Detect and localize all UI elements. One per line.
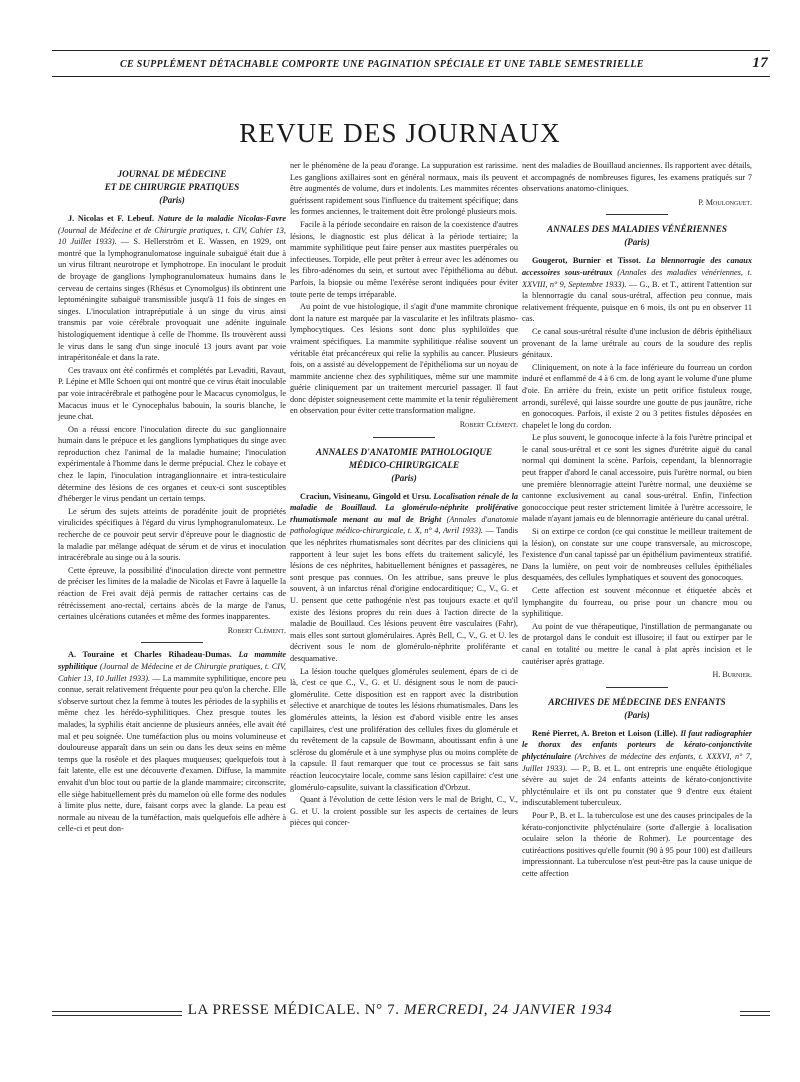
page-footer: [0, 1000, 800, 1017]
article-head: [522, 255, 752, 325]
paragraph: La lésion touche quelques glomérules seulement, épars de ci de là, c'est ce que C., V., G. et U. désignent sous le nom de pauci-glomérulite. Cette disposition est en rapport avec la distribution sélective et anarchique de toutes les lésions rhumatismales. Dans les glomérules atteints, la lésion est d'abord visible entre les anses capillaires, c'est une prolifération des cellules fixes du glomérule et du revêtement de la capsule de Bowmann, aboutissant enfin à une sclérose du glomérule et à une symphyse plus ou moins complète de la capsule. Il faut remarquer que tout ce processus se fait sans réaction leucocytaire locale, comme sans lésion capillaire: c'est une glomérulo-capsulite, suivant la classification d'Orbzut.: [290, 666, 518, 792]
section-location: (Paris): [624, 709, 650, 720]
paragraph: Facile à la période secondaire en raison de la coexistence d'autres lésions, le diagnostic est plus délicat à la période tertiaire; la mammite syphilitique peut faire penser aux mastites puerpérales ou infectieuses. Torpide, elle peut prêter à erreur avec les adénomes ou les fibro-adénomes du sein, et surtout avec l'épithélioma au début. Parfois, la biopsie ou même l'exérèse seront indiquées pour éviter toute perte de temps irréparable.: [290, 219, 518, 299]
section-heading: [522, 223, 752, 249]
section-title-line: ANNALES D'ANATOMIE PATHOLOGIQUE: [315, 446, 493, 457]
article-source: (Annales des maladies vénériennes, t. XXVIII, n° 9, Septembre 1933).: [522, 267, 753, 289]
header-rule-bottom: [52, 76, 770, 77]
section-location: (Paris): [624, 237, 650, 248]
article-text: — G., B. et T., attirent l'attention sur la blennorragie du canal sous-urétral, affection peu connue, mais relativement fréquente, puisque en 6 mois, ils ont pu en observer 11 cas.: [522, 279, 752, 324]
section-title-line: ET DE CHIRURGIE PRATIQUES: [104, 182, 240, 192]
section-heading: [290, 446, 518, 485]
article-title: La blennorragie des canaux accessoires sous-urétraux: [522, 256, 752, 277]
paragraph: Si on extirpe ce cordon (ce qui constitue le meilleur traitement de la lésion), on constate sur une coupe transversale, au microscope, l'existence d'un canal tapissé par un épithélium pavimenteux stratifié. Dans la lumière, on peut voir de nombreuses cellules épithéliales desquamées, des cellules lymphatiques et souvent des gonocoques.: [522, 527, 752, 583]
article-authors: Gougerot, Burnier et Tissot.: [532, 256, 641, 266]
paragraph: Ce canal sous-urétral résulte d'une inclusion de débris épithéliaux provenant de la lame urétrale au cours de la soudure des replis génitaux.: [522, 326, 752, 360]
article-source: (Journal de Médecine et de Chirurgie pratiques, t. CIV, Cahier 13, 10 Juillet 1933).: [58, 225, 286, 247]
paragraph: Pour P., B. et L. la tuberculose est une des causes principales de la kérato-conjonctivite phlycténulaire (sorte d'allergie à localisation oculaire selon la théorie de Rohmer). Le pourcentage des cutiréactions positives qu'elle fournit (90 à 95 pour 100) est d'ailleurs impressionnant. La tuberculose n'est peut-être pas la cause unique de cette affection: [522, 810, 752, 878]
supplement-header: [52, 56, 770, 74]
page-title: REVUE DES JOURNAUX: [239, 118, 561, 149]
article-text: — P., B. et L. ont entrepris une enquête étiologique sévère au sujet de 24 enfants atteints de kérato-conjonctivite phlycténulaire et ils ont pu constater que 9 d'entre eux étaient indiscutablement tuberculeux.: [522, 763, 752, 808]
footer-journal: LA PRESSE MÉDICALE. N° 7.: [187, 1002, 400, 1018]
section-title-line: MÉDICO-CHIRURGICALE: [348, 459, 460, 470]
article-text: — Tandis que les néphrites rhumatismales sont décrites par des cliniciens qui rapportent à leur sujet les bons effets du traitement salicylé, les lésions de ces néphrites, habituellement bénignes et passagères, ne sont presque pas connues. On les attribue, sans preuve le plus souvent, à un infarctus rénal d'origine endocarditique; C., V., G. et U. pensent que cette pathogénie n'est pas toujours exacte et qu'il existe des lésions propres du rein dues à l'action directe de la maladie de Bouillaud. Ces lésions peuvent être vasculaires (Fahr), mais elles sont surtout glomérulaires. Après Bell, C., V., G. et U. les décrivent sous le nom de glomérulo-néphrite proliférante et desquamative.: [290, 526, 519, 663]
article-head: [58, 649, 286, 835]
header-rule-top: [52, 50, 770, 51]
article-authors: A. Touraine et Charles Rihadeau-Dumas.: [68, 650, 232, 660]
article-text: — La mammite syphilitique, encore peu connue, serait relativement fréquente pour peu qu'on la cherche. Elle s'observe surtout chez la femme à toutes les périodes de la syphilis et même chez les hérédo-syphilitiques. Chez presque toutes les malades, la syphilis était ancienne de plusieurs années, elle avait été mal et peu soignée. Une tuméfaction plus ou moins volumineuse et douloureuse apparaît dans un sein ou dans les deux seins en même temps que la roséole et des plaques muqueuses; quelquefois tout à fait latente, elle est une découverte d'examen. Diffuse, la mammite envahit d'un bloc tout ou partie de la glande mammaire; circonscrite, elle siège habituellement près du mamelon où elle forme des nodules à limite plus nette, dure, faisant corps avec la glande. La peau est normale au niveau de la tuméfaction, mais quelquefois elle adhère à celle-ci et peut don-: [58, 673, 286, 834]
signature: Robert Clément.: [459, 420, 518, 430]
signature: Robert Clément.: [227, 625, 286, 635]
section-title-line: JOURNAL DE MÉDECINE: [117, 169, 227, 179]
section-location: (Paris): [159, 195, 185, 205]
paragraph: Au point de vue histologique, il s'agit d'une mammite chronique dont la nature est marquée par la vascularite et les infiltrats plasmo-lymphocytiques. Ces lésions sont donc plus syphiloïdes que vraiment spécifiques. La mammite syphilitique réalise souvent un véritable état précancéreux qui relie la syphilis au cancer. Plusieurs fois, on a assisté au développement de l'épithélioma sur un noyau de mammite ancienne chez des syphilitiques, même sur une mammite guérie cliniquement par un traitement mercuriel passager. Il faut donc dépister soigneusement cette mammite et la tenir régulièrement en observation pour éviter cette transformation maligne.: [290, 302, 518, 416]
section-location: (Paris): [391, 472, 417, 483]
article-head: [290, 491, 518, 665]
separator-rule: [141, 642, 203, 643]
column-1: [58, 160, 286, 836]
paragraph: Cette affection est souvent méconnue et étiquetée abcès et lymphangite du fourreau, ou prise pour un chancre mou ou syphilitique.: [522, 586, 752, 619]
section-heading: [58, 168, 286, 207]
paragraph: Le sérum des sujets atteints de poradénite jouit de propriétés virulicides spécifiques à l'égard du virus lymphogranulomateux. Le recherche de ce pouvoir peut servir d'épreuve pour le diagnostic de la maladie par mélange adéquat de sérum et de virus et inoculation intracérébrale au singe ou à la souris.: [58, 506, 286, 563]
footer-text: [188, 1002, 613, 1018]
footer-rule-right: [740, 1011, 770, 1016]
section-heading: [522, 696, 752, 722]
separator-rule: [373, 437, 435, 438]
article-source: (Annales d'anatomie pathologique médico-chirurgicale, t. X, n° 4, Avril 1933).: [290, 514, 518, 536]
article-authors: Craciun, Visineanu, Gingold et Ursu.: [300, 491, 432, 501]
paragraph: nent des maladies de Bouillaud anciennes. Ils rapportent avec détails, et accompagnés de nombreuses figures, les examens pratiqués sur 7 observations anatomo-cliniques.: [522, 161, 752, 194]
article-authors: J. Nicolas et F. Lebeuf.: [68, 214, 155, 223]
column-3: [522, 160, 752, 880]
paragraph: Quant à l'évolution de cette lésion vers le mal de Bright, C., V., G. et U. la croient possible sur les aspects de certaines de leurs pièces qui concer-: [290, 795, 518, 828]
paragraph: Cliniquement, on note à la face inférieure du fourreau un cordon induré et enflammé de 4 à 6 cm. de long ayant le volume d'une plume d'oie. En arrière du frein, existe un petit orifice fistuleux rouge, arrondi, surélevé, qui laisse sourdre une goutte de pus jaunâtre, riche en gonocoques. Parfois, il existe 2 ou 3 petites fistules déposées en chapelet le long du cordon.: [522, 362, 752, 430]
paragraph: Cette épreuve, la possibilité d'inoculation directe vont permettre de préciser les limites de la maladie de Nicolas et Favre à laquelle la réaction de Frei avait déjà permis de rattacher certains cas de rétrécissement ano-rectal, certains abcès de la marge de l'anus, certaines ulcérations cutanées et même des formes inapparentes.: [58, 565, 286, 622]
footer-date: MERCREDI, 24 JANVIER 1934: [403, 1002, 613, 1018]
signature: H. Burnier.: [712, 670, 752, 680]
supplement-notice: CE SUPPLÉMENT DÉTACHABLE COMPORTE UNE PAGINATION SPÉCIALE ET UNE TABLE SEMESTRIELLE: [120, 59, 644, 70]
article-source: (Archives de médecine des enfants, t. XXXVI, n° 7, Juillet 1933).: [522, 751, 752, 773]
article-source: (Journal de Médecine et de Chirurgie pratiques, t. CIV, Cahier 13, 10 Juillet 1933).: [58, 661, 286, 683]
signature: P. Moulonguet.: [698, 197, 752, 207]
column-2: [290, 160, 518, 830]
section-title-line: ANNALES DES MALADIES VÉNÉRIENNES: [547, 224, 727, 235]
separator-rule: [606, 687, 668, 688]
article-head: [522, 728, 752, 809]
paragraph: Ces travaux ont été confirmés et complétés par Levaditi, Ravaut, P. Lépine et Mlle Schoen qui ont montré que ce virus était inoculable par voie intracérébrale et pathogène pour le Macacus cynomolgus, le Macacus inuus et le Cynocephalus babouin, la souris blanche, le jeune chat.: [58, 365, 286, 422]
paragraph: Au point de vue thérapeutique, l'instillation de permanganate ou de protargol dans le conduit est illusoire; il faut ou extirper par le canal en totalité ou mettre le canal à plat après incision et le cautériser après grattage.: [522, 621, 752, 666]
article-title: Localisation rénale de la maladie de Bouillaud. La glomérulo-néphrite proliférative rhumatismale menant au mal de Bright: [290, 491, 519, 524]
article-text: — S. Hellerström et E. Wassen, en 1929, ont montré que la lymphogranulomatose inguinale subaiguë était due à un virus filtrant neurotrope et lymphotrope. En inoculant le produit de broyage de ganglions lymphogranulomateux humains dans le cerveau de certains singes (Rhésus et Cynomolgus) ils obtinrent une leptoméningite subaiguë transmissible jusqu'à 11 fois de singes en singes. L'inoculation intrapréputiale à un singe du virus ainsi transmis par voie cérébrale provoquait une adénite inguinale histologiquement identique à celle de l'homme. Ils trouvèrent aussi le virus dans le sang d'un singe inoculé 13 jours avant par voie intrapéritonéale et dans la rate.: [58, 237, 287, 363]
paragraph: Le plus souvent, le gonocoque infecte à la fois l'urètre principal et le canal sous-urétral et ce sont les signes d'urétrite aiguë du canal normal qui dominent la scène. Parfois, cependant, la blennorragie peut frapper d'abord le canal accessoire, puis l'urètre normal, ou bien une première blennorragie atteint l'urètre normal, une deuxième se cantonne exclusivement au canal sous-urétral. Enfin, l'infection gonococcique peut rester strictement limitée à l'urètre accessoire, le malade n'ayant jamais eu de blennorragie antérieure du canal urétral.: [522, 433, 752, 524]
paragraph: On a réussi encore l'inoculation directe du suc ganglionnaire humain dans le prépuce et les ganglions lymphatiques du singe avec reproduction chez l'animal de la maladie humaine; l'inoculation expérimentale à l'homme dans le derme prépucial. Chez le cobaye et chez le lapin, l'inoculation intraganglionnaire et intra-testiculaire détermine des lésions de ces organes et ceux-ci sont susceptibles d'héberger le virus pendant un certain temps.: [58, 424, 286, 504]
article-title: Nature de la maladie Nicolas-Favre: [157, 214, 287, 223]
article-title: Il faut radiographier le thorax des enfants porteurs de kérato-conjonctivite phlycténulaire: [522, 728, 752, 761]
article-title: La mammite syphilitique: [58, 650, 287, 671]
article-authors: René Pierret, A. Breton et Loison (Lille).: [532, 728, 678, 738]
footer-rule-left: [52, 1011, 182, 1016]
separator-rule: [606, 214, 668, 215]
paragraph: ner le phénomène de la peau d'orange. La suppuration est rarissime. Les ganglions axillaires sont en général normaux, mais ils peuvent être augmentés de volume, durs et indolents. Les mammites récentes guérissent rapidement sous l'influence du traitement spécifique; dans les formes anciennes, le traitement doit être prolongé plusieurs mois.: [290, 161, 518, 217]
article-head: [58, 213, 286, 364]
page-number: 17: [752, 55, 768, 71]
section-title-line: ARCHIVES DE MÉDECINE DES ENFANTS: [548, 696, 726, 707]
